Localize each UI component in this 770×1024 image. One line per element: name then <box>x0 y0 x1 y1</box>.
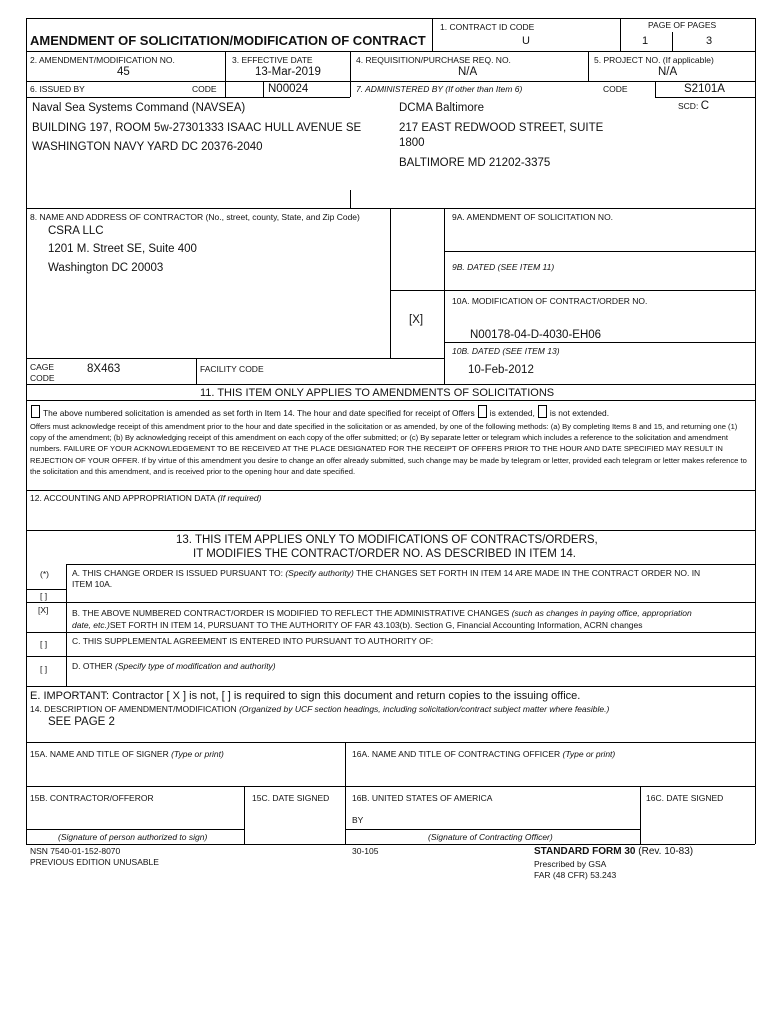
total-pages: 3 <box>706 35 713 47</box>
item13a-mark-2[interactable]: [ ] <box>40 591 48 601</box>
dated-10b-value: 10-Feb-2012 <box>468 364 534 376</box>
item11-checkbox-extended[interactable] <box>478 405 487 418</box>
administered-by-label: 7. ADMINISTERED BY (If other than Item 6) <box>356 84 523 94</box>
signer-label: 15A. NAME AND TITLE OF SIGNER (Type or print) <box>30 749 224 759</box>
admin-line-1: DCMA Baltimore <box>399 102 484 114</box>
item13d-mark[interactable]: [ ] <box>40 664 48 674</box>
cage-label-2: CODE <box>30 373 55 383</box>
requisition-value: N/A <box>458 66 478 78</box>
amendment-no-label: 2. AMENDMENT/MODIFICATION NO. <box>30 55 175 65</box>
mod-contract-value: N00178-04-D-4030-EH06 <box>470 329 602 341</box>
amendment-no-value: 45 <box>117 66 130 78</box>
effective-date-label: 3. EFFECTIVE DATE <box>232 55 313 65</box>
form-title: AMENDMENT OF SOLICITATION/MODIFICATION OF CONTRACT <box>30 33 426 48</box>
facility-code-label: FACILITY CODE <box>200 364 264 374</box>
form-code: 30-105 <box>352 846 379 856</box>
mod-contract-checkbox[interactable]: [X] <box>409 314 424 326</box>
project-no-label: 5. PROJECT NO. (If applicable) <box>594 55 714 65</box>
item13-heading-1: 13. THIS ITEM APPLIES ONLY TO MODIFICATIONS OF CONTRACTS/ORDERS, <box>176 534 598 546</box>
issued-line-3: WASHINGTON NAVY YARD DC 20376-2040 <box>32 141 263 153</box>
item13b-text-2: date, etc.)SET FORTH IN ITEM 14, PURSUANT TO THE AUTHORITY OF FAR 43.103(b). Section G, Financial Accounting Information, ACRN changes <box>72 620 643 630</box>
item13a-text: A. THIS CHANGE ORDER IS ISSUED PURSUANT TO: (Specify authority) THE CHANGES SET FORTH IN ITEM 14 ARE MADE IN THE CONTRACT ORDER NO. IN <box>72 568 701 578</box>
item13b-mark[interactable]: [X] <box>38 605 49 615</box>
item13c-mark[interactable]: [ ] <box>40 639 48 649</box>
prescribed-by: Prescribed by GSA <box>534 859 607 869</box>
admin-line-3: 1800 <box>399 137 425 149</box>
amend-solicitation-label: 9A. AMENDMENT OF SOLICITATION NO. <box>452 212 614 222</box>
item11-line1: The above numbered solicitation is amended as set forth in Item 14. The hour and date specified for receipt of Offers is extended, is not extended. <box>28 405 609 418</box>
dated-10b-label: 10B. DATED (SEE ITEM 13) <box>452 346 560 356</box>
far-reference: FAR (48 CFR) 53.243 <box>534 870 617 880</box>
contracting-officer-label: 16A. NAME AND TITLE OF CONTRACTING OFFICER (Type or print) <box>352 749 616 759</box>
admin-line-4: BALTIMORE MD 21202-3375 <box>399 157 551 169</box>
nsn-number: NSN 7540-01-152-8070 <box>30 846 121 856</box>
contract-id-label: 1. CONTRACT ID CODE <box>440 22 535 32</box>
item11-checkbox-not-extended[interactable] <box>538 405 547 418</box>
admin-line-2: 217 EAST REDWOOD STREET, SUITE <box>399 122 604 134</box>
by-label: BY <box>352 815 364 825</box>
item14-value: SEE PAGE 2 <box>48 716 115 728</box>
item11-heading: 11. THIS ITEM ONLY APPLIES TO AMENDMENTS OF SOLICITATIONS <box>200 387 555 399</box>
usa-label: 16B. UNITED STATES OF AMERICA <box>352 793 493 803</box>
standard-form-label: STANDARD FORM 30 (Rev. 10-83) <box>534 846 694 857</box>
cage-label-1: CAGE <box>30 362 55 372</box>
item11-checkbox-1[interactable] <box>31 405 40 418</box>
contractor-label: 8. NAME AND ADDRESS OF CONTRACTOR (No., street, county, State, and Zip Code) <box>30 212 360 222</box>
accounting-label: 12. ACCOUNTING AND APPROPRIATION DATA (If required) <box>30 493 262 503</box>
dated-9b-label: 9B. DATED (SEE ITEM 11) <box>452 262 555 272</box>
item14-label: 14. DESCRIPTION OF AMENDMENT/MODIFICATION (Organized by UCF section headings, including solicitation/contract subject matter where feasible.) <box>30 704 610 714</box>
is-not-checkbox[interactable]: [ X ] <box>166 690 187 702</box>
signature-person-caption: (Signature of person authorized to sign) <box>58 832 208 842</box>
item13c-text: C. THIS SUPPLEMENTAL AGREEMENT IS ENTERED INTO PURSUANT TO AUTHORITY OF: <box>72 636 434 646</box>
date-15c-label: 15C. DATE SIGNED <box>252 793 330 803</box>
scd-field: SCD: C <box>678 100 709 112</box>
previous-edition-note: PREVIOUS EDITION UNUSABLE <box>30 857 159 867</box>
item13a-text-2: ITEM 10A. <box>72 579 113 589</box>
contractor-offeror-label: 15B. CONTRACTOR/OFFEROR <box>30 793 154 803</box>
issued-line-2: BUILDING 197, ROOM 5w-27301333 ISAAC HULL AVENUE SE <box>32 122 362 134</box>
page-number: 1 <box>642 35 649 47</box>
item13b-text: B. THE ABOVE NUMBERED CONTRACT/ORDER IS MODIFIED TO REFLECT THE ADMINISTRATIVE CHANGES (such as changes in paying office, appropriation <box>72 608 692 618</box>
contractor-line-2: 1201 M. Street SE, Suite 400 <box>48 243 197 255</box>
item13d-text: D. OTHER (Specify type of modification and authority) <box>72 661 276 671</box>
contract-id-value: U <box>522 35 530 47</box>
is-checkbox[interactable]: [ ] <box>221 690 231 702</box>
issued-code-label: CODE <box>192 84 217 94</box>
important-line: E. IMPORTANT: Contractor [ X ] is not, [ ] is required to sign this document and return copies to the issuing office. <box>30 690 581 702</box>
cage-value: 8X463 <box>87 363 121 375</box>
item13a-mark[interactable]: (*) <box>40 569 49 579</box>
issued-line-1: Naval Sea Systems Command (NAVSEA) <box>32 102 246 114</box>
item11-paragraph: Offers must acknowledge receipt of this amendment prior to the hour and date specified in the solicitation or as amended, by one of the following methods: (a) By completing Items 8 and 15, and returning one (1) copy of the amendment; (b) By acknowledging receipt of this amendment on each copy of the offer submitted; or (c) By separate letter or telegram which includes a reference to the solicitation and amendment numbers. FAILURE OF YOUR ACKNOWLEDGEMENT TO BE RECEIVED AT THE PLACE DESIGNATED FOR THE RECEIPT OF OFFERS PRIOR TO THE HOUR AND DATE SPECIFIED MAY RESULT IN REJECTION OF YOUR OFFER. If by virtue of this amendment you desire to change an offer already submitted, such change may be made by telegram or letter, provided each telegram or letter makes reference to the solicitation and this amendment, and is received prior to the opening hour and date specified. <box>30 422 747 476</box>
mod-contract-label: 10A. MODIFICATION OF CONTRACT/ORDER NO. <box>452 296 648 306</box>
effective-date-value: 13-Mar-2019 <box>255 66 321 78</box>
requisition-label: 4. REQUISITION/PURCHASE REQ. NO. <box>356 55 511 65</box>
contractor-line-3: Washington DC 20003 <box>48 262 164 274</box>
admin-code-value: S2101A <box>684 83 725 95</box>
date-16c-label: 16C. DATE SIGNED <box>646 793 724 803</box>
signature-officer-caption: (Signature of Contracting Officer) <box>428 832 553 842</box>
issued-code-value: N00024 <box>268 83 309 95</box>
item13-heading-2: IT MODIFIES THE CONTRACT/ORDER NO. AS DESCRIBED IN ITEM 14. <box>193 548 576 560</box>
contractor-line-1: CSRA LLC <box>48 225 104 237</box>
admin-code-label: CODE <box>603 84 628 94</box>
issued-by-label: 6. ISSUED BY <box>30 84 85 94</box>
project-no-value: N/A <box>658 66 678 78</box>
page-of-pages-label: PAGE OF PAGES <box>648 20 717 30</box>
